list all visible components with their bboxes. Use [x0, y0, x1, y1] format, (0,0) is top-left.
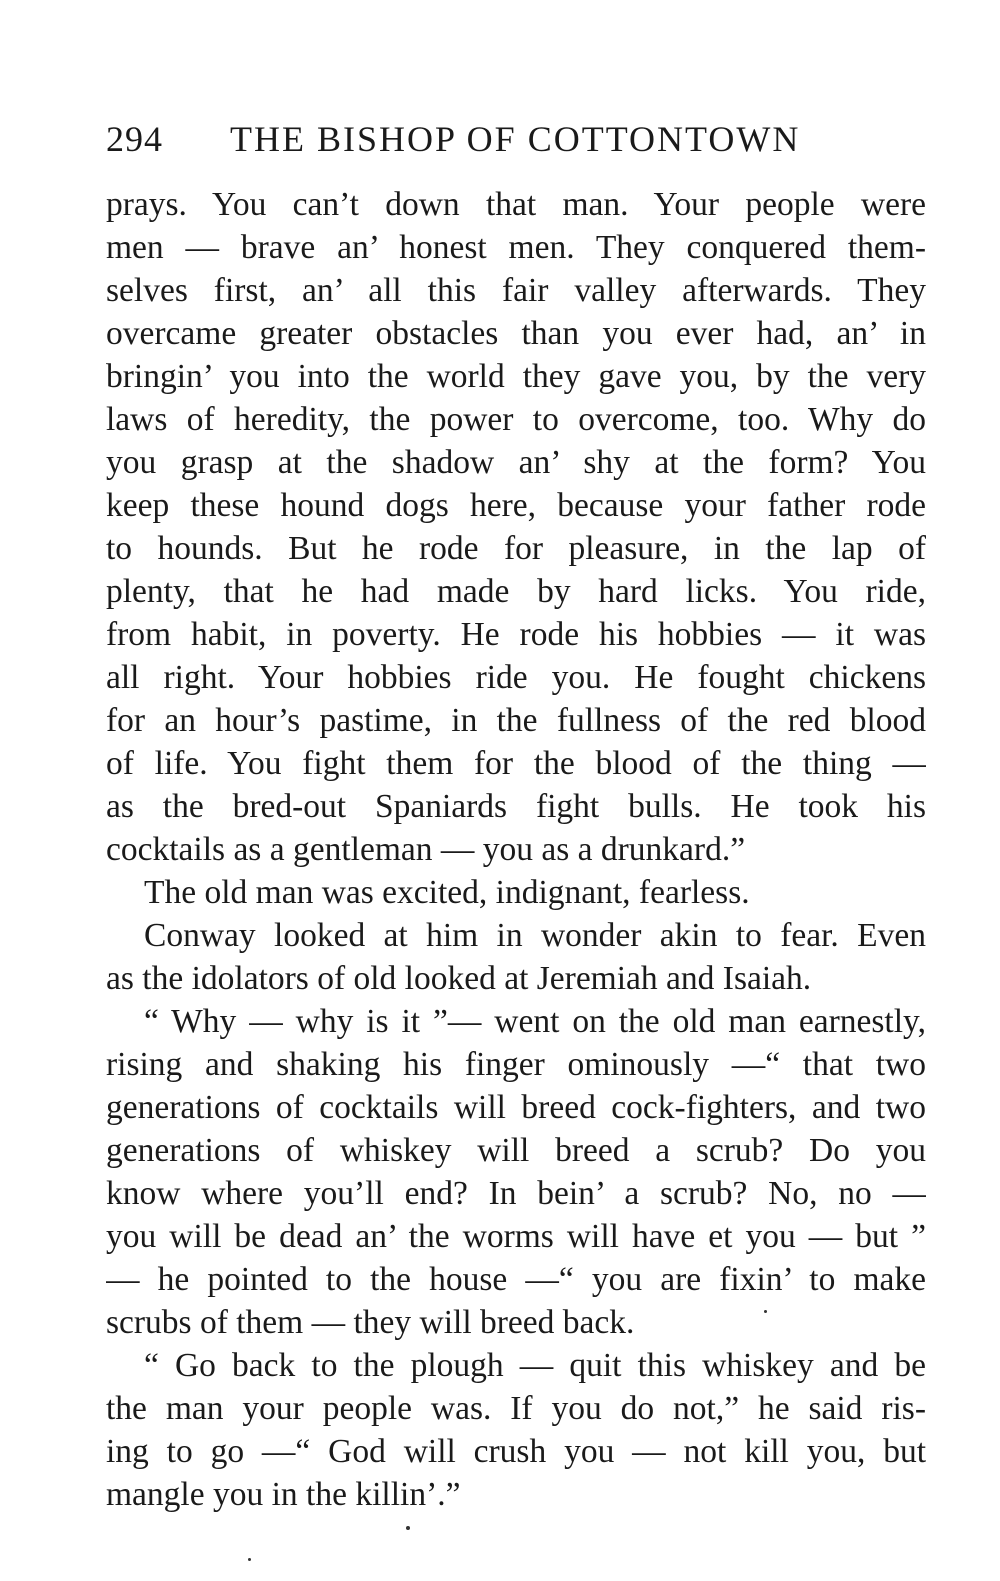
text-line: the man your people was. If you do not,” he said ris- [106, 1390, 926, 1427]
text-line: keep these hound dogs here, because your father rode [106, 487, 926, 524]
text-line: for an hour’s pastime, in the fullness of the red blood [106, 702, 926, 739]
page-number: 294 [106, 119, 163, 159]
text-line: overcame greater obstacles than you ever had, an’ in [106, 315, 926, 352]
text-line: men — brave an’ honest men. They conquered them- [106, 229, 926, 266]
text-line: rising and shaking his finger ominously —“ that two [106, 1046, 926, 1083]
text-line: selves first, an’ all this fair valley afterwards. They [106, 272, 926, 309]
text-line: of life. You fight them for the blood of the thing — [106, 745, 926, 782]
text-line: “ Go back to the plough — quit this whiskey and be [144, 1347, 926, 1384]
text-line: cocktails as a gentleman — you as a drunkard.” [106, 831, 746, 868]
text-line: to hounds. But he rode for pleasure, in the lap of [106, 530, 926, 567]
text-line: “ Why — why is it ”— went on the old man earnestly, [144, 1003, 926, 1040]
ink-speck [406, 1526, 410, 1530]
text-line: ing to go —“ God will crush you — not kill you, but [106, 1433, 926, 1470]
text-line: The old man was excited, indignant, fearless. [144, 874, 750, 911]
text-line: as the idolators of old looked at Jeremiah and Isaiah. [106, 960, 812, 997]
text-line: know where you’ll end? In bein’ a scrub? No, no — [106, 1175, 926, 1212]
text-line: scrubs of them — they will breed back. [106, 1304, 635, 1341]
text-line: generations of cocktails will breed cock-fighters, and two [106, 1089, 926, 1126]
text-line: — he pointed to the house —“ you are fixin’ to make [106, 1261, 926, 1298]
text-line: Conway looked at him in wonder akin to fear. Even [144, 917, 926, 954]
text-line: mangle you in the killin’.” [106, 1476, 461, 1513]
body-text [106, 183, 926, 1516]
text-line: bringin’ you into the world they gave you, by the very [106, 358, 926, 395]
running-head [106, 118, 926, 166]
text-line: prays. You can’t down that man. Your people were [106, 186, 926, 223]
text-line: you will be dead an’ the worms will have et you — but ” [106, 1218, 926, 1255]
running-title: THE BISHOP OF COTTONTOWN [230, 119, 801, 159]
ink-speck [764, 1310, 767, 1313]
text-line: laws of heredity, the power to overcome, too. Why do [106, 401, 926, 438]
text-line: plenty, that he had made by hard licks. You ride, [106, 573, 926, 610]
text-line: all right. Your hobbies ride you. He fought chickens [106, 659, 926, 696]
text-line: you grasp at the shadow an’ shy at the form? You [106, 444, 926, 481]
text-line: from habit, in poverty. He rode his hobbies — it was [106, 616, 926, 653]
ink-speck [248, 1558, 251, 1561]
text-line: as the bred-out Spaniards fight bulls. He took his [106, 788, 926, 825]
text-line: generations of whiskey will breed a scrub? Do you [106, 1132, 926, 1169]
